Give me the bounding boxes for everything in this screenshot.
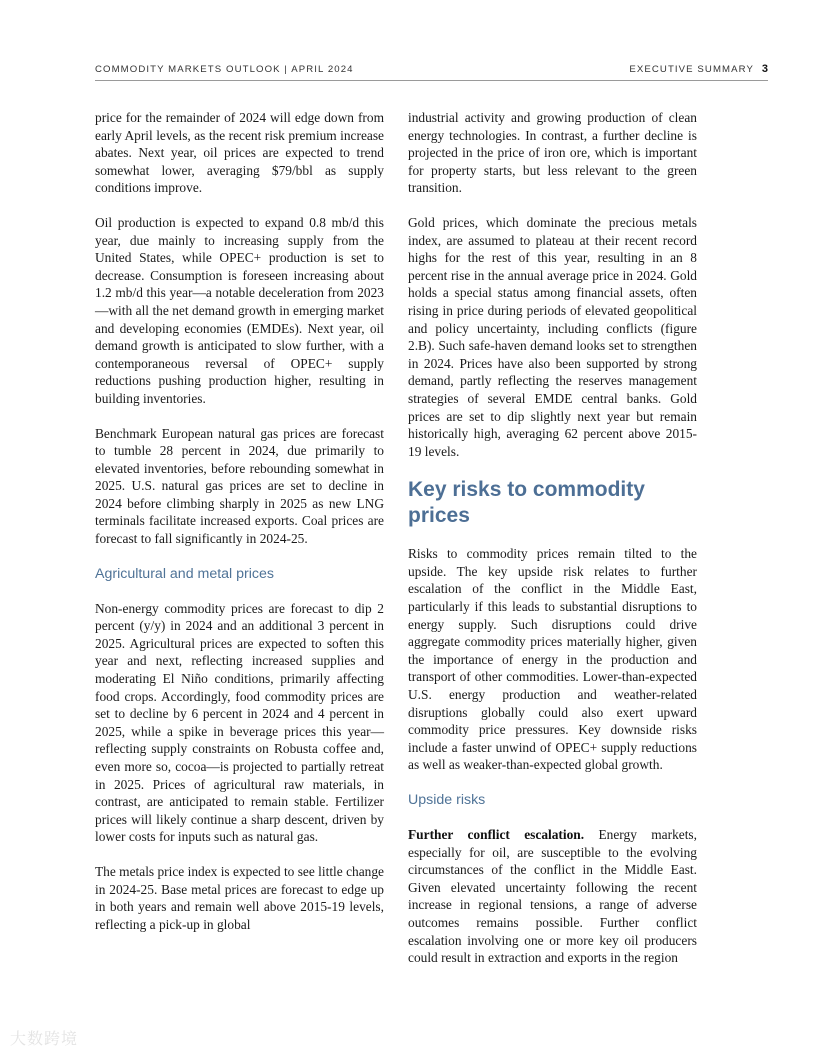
paragraph-conflict-escalation	[408, 826, 697, 967]
publication-title: COMMODITY MARKETS OUTLOOK | APRIL 2024	[95, 64, 354, 75]
watermark-logo: 大数跨境	[10, 1029, 79, 1048]
right-column	[408, 109, 697, 984]
subheading-upside-risks: Upside risks	[408, 792, 486, 808]
conflict-escalation-text: Energy markets, especially for oil, are susceptible to the evolving circumstances of the conflict in the Middle East. Given elevated uncertainty following the recent increase in regional tensions, a range of adverse outcomes remains possible. Further conflict escalation involving one or more key oil producers could result in extraction and exports in the region	[408, 827, 697, 966]
header-rule	[95, 80, 768, 81]
paragraph-risks: Risks to commodity prices remain tilted to the upside. The key upside risk relates to further escalation of the conflict in the Middle East, particularly if this leads to substantial disruptions to energy supply. Such disruptions could drive aggregate commodity prices materially higher, given the importance of energy in the production and transport of other commodities. Lower-than-expected U.S. energy production and weather-related disruptions globally could also exert upward commodity price pressures. Key downside risks include a faster unwind of OPEC+ supply reductions as well as weaker-than-expected global growth.	[408, 546, 697, 773]
subheading-agricultural-metal: Agricultural and metal prices	[95, 565, 274, 582]
paragraph-non-energy: Non-energy commodity prices are forecast to dip 2 percent (y/y) in 2024 and an additional 3 percent in 2025. Agricultural prices are expected to soften this year and next, reflecting increased supplies and moderating El Niño conditions, primarily affecting food crops. Accordingly, food commodity prices are set to decline by 6 percent in 2024 and 4 percent in 2025, while a spike in beverage prices this year—reflecting supply constraints on Robusta coffee and, even more so, cocoa—is projected to partially retreat in 2025. Prices of agricultural raw materials, in contrast, are anticipated to remain stable. Fertilizer prices will likely continue a sharp descent, driven by lower costs for inputs such as natural gas.	[95, 600, 384, 845]
section-heading-key-risks: Key risks to commodity prices	[408, 478, 645, 528]
page-number: 3	[761, 63, 768, 75]
paragraph-natural-gas: Benchmark European natural gas prices are forecast to tumble 28 percent in 2024, due primarily to elevated inventories, before rebounding somewhat in 2025. U.S. natural gas prices are set to decline in 2024 before climbing sharply in 2025 as new LNG terminals facilitate increased exports. Coal prices are forecast to fall significantly in 2024-25.	[95, 425, 384, 547]
paragraph-gold: Gold prices, which dominate the precious metals index, are assumed to plateau at their recent record highs for the rest of this year, resulting in an 8 percent rise in the annual average price in 2024. Gold holds a special status among financial assets, often rising in price during periods of elevated geopolitical and policy uncertainty, including conflicts (figure 2.B). Such safe-haven demand looks set to strengthen in 2024. Prices have also been supported by strong demand, partly reflecting the reserves management strategies of several EMDE central banks. Gold prices are set to dip slightly next year but remain historically high, averaging 62 percent above 2015-19 levels.	[408, 214, 697, 459]
left-column	[95, 109, 384, 950]
paragraph-metals: The metals price index is expected to see little change in 2024-25. Base metal prices are forecast to edge up in both years and remain well above 2015-19 levels, reflecting a pick-up in global	[95, 863, 384, 932]
lead-in-conflict-escalation: Further conflict escalation.	[408, 827, 585, 842]
section-label: EXECUTIVE SUMMARY	[629, 64, 754, 75]
paragraph-oil-production: Oil production is expected to expand 0.8 mb/d this year, due mainly to increasing supply from the United States, while OPEC+ production is set to decrease. Consumption is foreseen increasing about 1.2 mb/d this year—a notable deceleration from 2023—with all the net demand growth in emerging market and developing economies (EMDEs). Next year, oil demand growth is anticipated to slow further, with a contemporaneous reversal of OPEC+ supply reductions pushing production higher, resulting in building inventories.	[95, 214, 384, 406]
paragraph-oil-price-outlook: price for the remainder of 2024 will edge down from early April levels, as the recent risk premium increase abates. Next year, oil prices are expected to trend somewhat lower, averaging $79/bbl as supply conditions improve.	[95, 110, 384, 196]
paragraph-industrial-activity: industrial activity and growing production of clean energy technologies. In contrast, a further decline is projected in the price of iron ore, which is important for property starts, but less relevant to the green transition.	[408, 110, 697, 196]
running-header	[95, 64, 768, 80]
